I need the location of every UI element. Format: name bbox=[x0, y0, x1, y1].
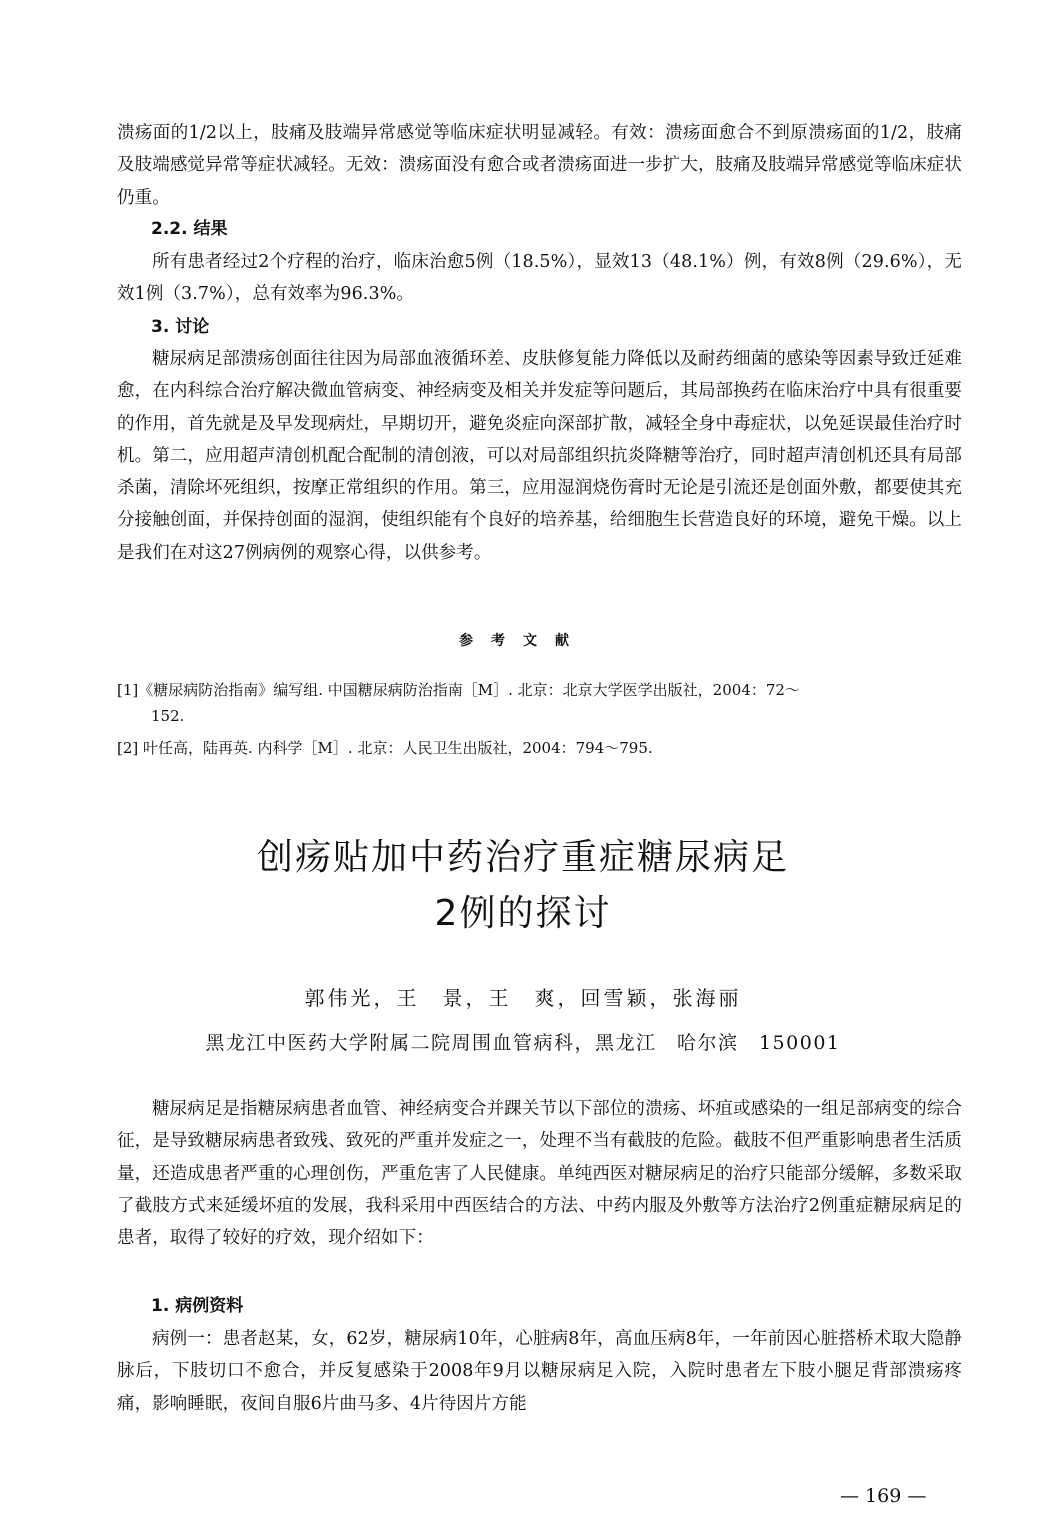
case1-paragraph bbox=[117, 1323, 962, 1420]
outcome-criteria-paragraph bbox=[117, 117, 962, 214]
reference-text: [1]《糖尿病防治指南》编写组. 中国糖尿病防治指南［M］. 北京：北京大学医学出版社，2004：72～ bbox=[117, 681, 800, 699]
title-line: 2例的探讨 bbox=[434, 893, 612, 934]
cases-heading-block bbox=[117, 1290, 962, 1322]
reference-text: [2] 叶任高，陆再英. 内科学［M］. 北京：人民卫生出版社，2004：794～795. bbox=[117, 739, 653, 757]
reference-item bbox=[117, 677, 967, 729]
author-list: 郭伟光，王 景，王 爽，回雪颖，张海丽 bbox=[304, 986, 742, 1010]
section-heading-discussion: 3. 讨论 bbox=[151, 317, 210, 337]
results-paragraph bbox=[117, 246, 962, 311]
paragraph-text: 溃疡面的1/2以上，肢痛及肢端异常感觉等临床症状明显减轻。有效：溃疡面愈合不到原溃疡面的1/2，肢痛及肢端感觉异常等症状减轻。无效：溃疡面没有愈合或者溃疡面进一步扩大，肢痛及肢端异常感觉等临床症状仍重。 bbox=[117, 123, 962, 208]
title-line: 创疡贴加中药治疗重症糖尿病足 bbox=[256, 837, 789, 878]
discussion-heading-block bbox=[117, 311, 962, 343]
references-title: 参考文献 bbox=[459, 633, 587, 649]
affiliation: 黑龙江中医药大学附属二院周围血管病科，黑龙江 哈尔滨 150001 bbox=[205, 1032, 841, 1054]
results-heading-block bbox=[117, 213, 962, 245]
discussion-paragraph bbox=[117, 343, 962, 569]
page-number: — 169 — bbox=[840, 1485, 927, 1507]
reference-list bbox=[117, 677, 967, 761]
paragraph-text: 病例一：患者赵某，女，62岁，糖尿病10年，心脏病8年，高血压病8年，一年前因心脏搭桥术取大隐静脉后，下肢切口不愈合，并反复感染于2008年9月以糖尿病足入院，入院时患者左下肢小腿足背部溃疡疼痛，影响睡眠，夜间自服6片曲马多、4片待因片方能 bbox=[117, 1329, 962, 1414]
section-heading-cases: 1. 病例资料 bbox=[151, 1296, 244, 1316]
reference-item bbox=[117, 735, 967, 761]
paragraph-text: 糖尿病足是指糖尿病患者血管、神经病变合并踝关节以下部位的溃疡、坏疽或感染的一组足部病变的综合征，是导致糖尿病患者致残、致死的严重并发症之一，处理不当有截肢的危险。截肢不但严重影响患者生活质量，还造成患者严重的心理创伤，严重危害了人民健康。单纯西医对糖尿病足的治疗只能部分缓解，多数采取了截肢方式来延缓坏疽的发展，我科采用中西医结合的方法、中药内服及外敷等方法治疗2例重症糖尿病足的患者，取得了较好的疗效，现介绍如下： bbox=[117, 1099, 962, 1249]
section-heading-results: 2.2. 结果 bbox=[151, 219, 228, 239]
reference-text-continued: 152. bbox=[151, 707, 185, 725]
intro-paragraph bbox=[117, 1093, 962, 1254]
article-title bbox=[0, 830, 1046, 942]
paragraph-text: 糖尿病足部溃疡创面往往因为局部血液循环差、皮肤修复能力降低以及耐药细菌的感染等因素导致迁延难愈，在内科综合治疗解决微血管病变、神经病变及相关并发症等问题后，其局部换药在临床治疗中具有很重要的作用，首先就是及早发现病灶，早期切开，避免炎症向深部扩散，减轻全身中毒症状，以免延误最佳治疗时机。第二，应用超声清创机配合配制的清创液，可以对局部组织抗炎降糖等治疗，同时超声清创机还具有局部杀菌，清除坏死组织，按摩正常组织的作用。第三，应用湿润烧伤膏时无论是引流还是创面外敷，都要使其充分接触创面，并保持创面的湿润，使组织能有个良好的培养基，给细胞生长营造良好的环境，避免干燥。以上是我们在对这27例病例的观察心得，以供参考。 bbox=[117, 349, 962, 563]
paragraph-text: 所有患者经过2个疗程的治疗，临床治愈5例（18.5%），显效13（48.1%）例，有效8例（29.6%），无效1例（3.7%），总有效率为96.3%。 bbox=[117, 252, 962, 305]
